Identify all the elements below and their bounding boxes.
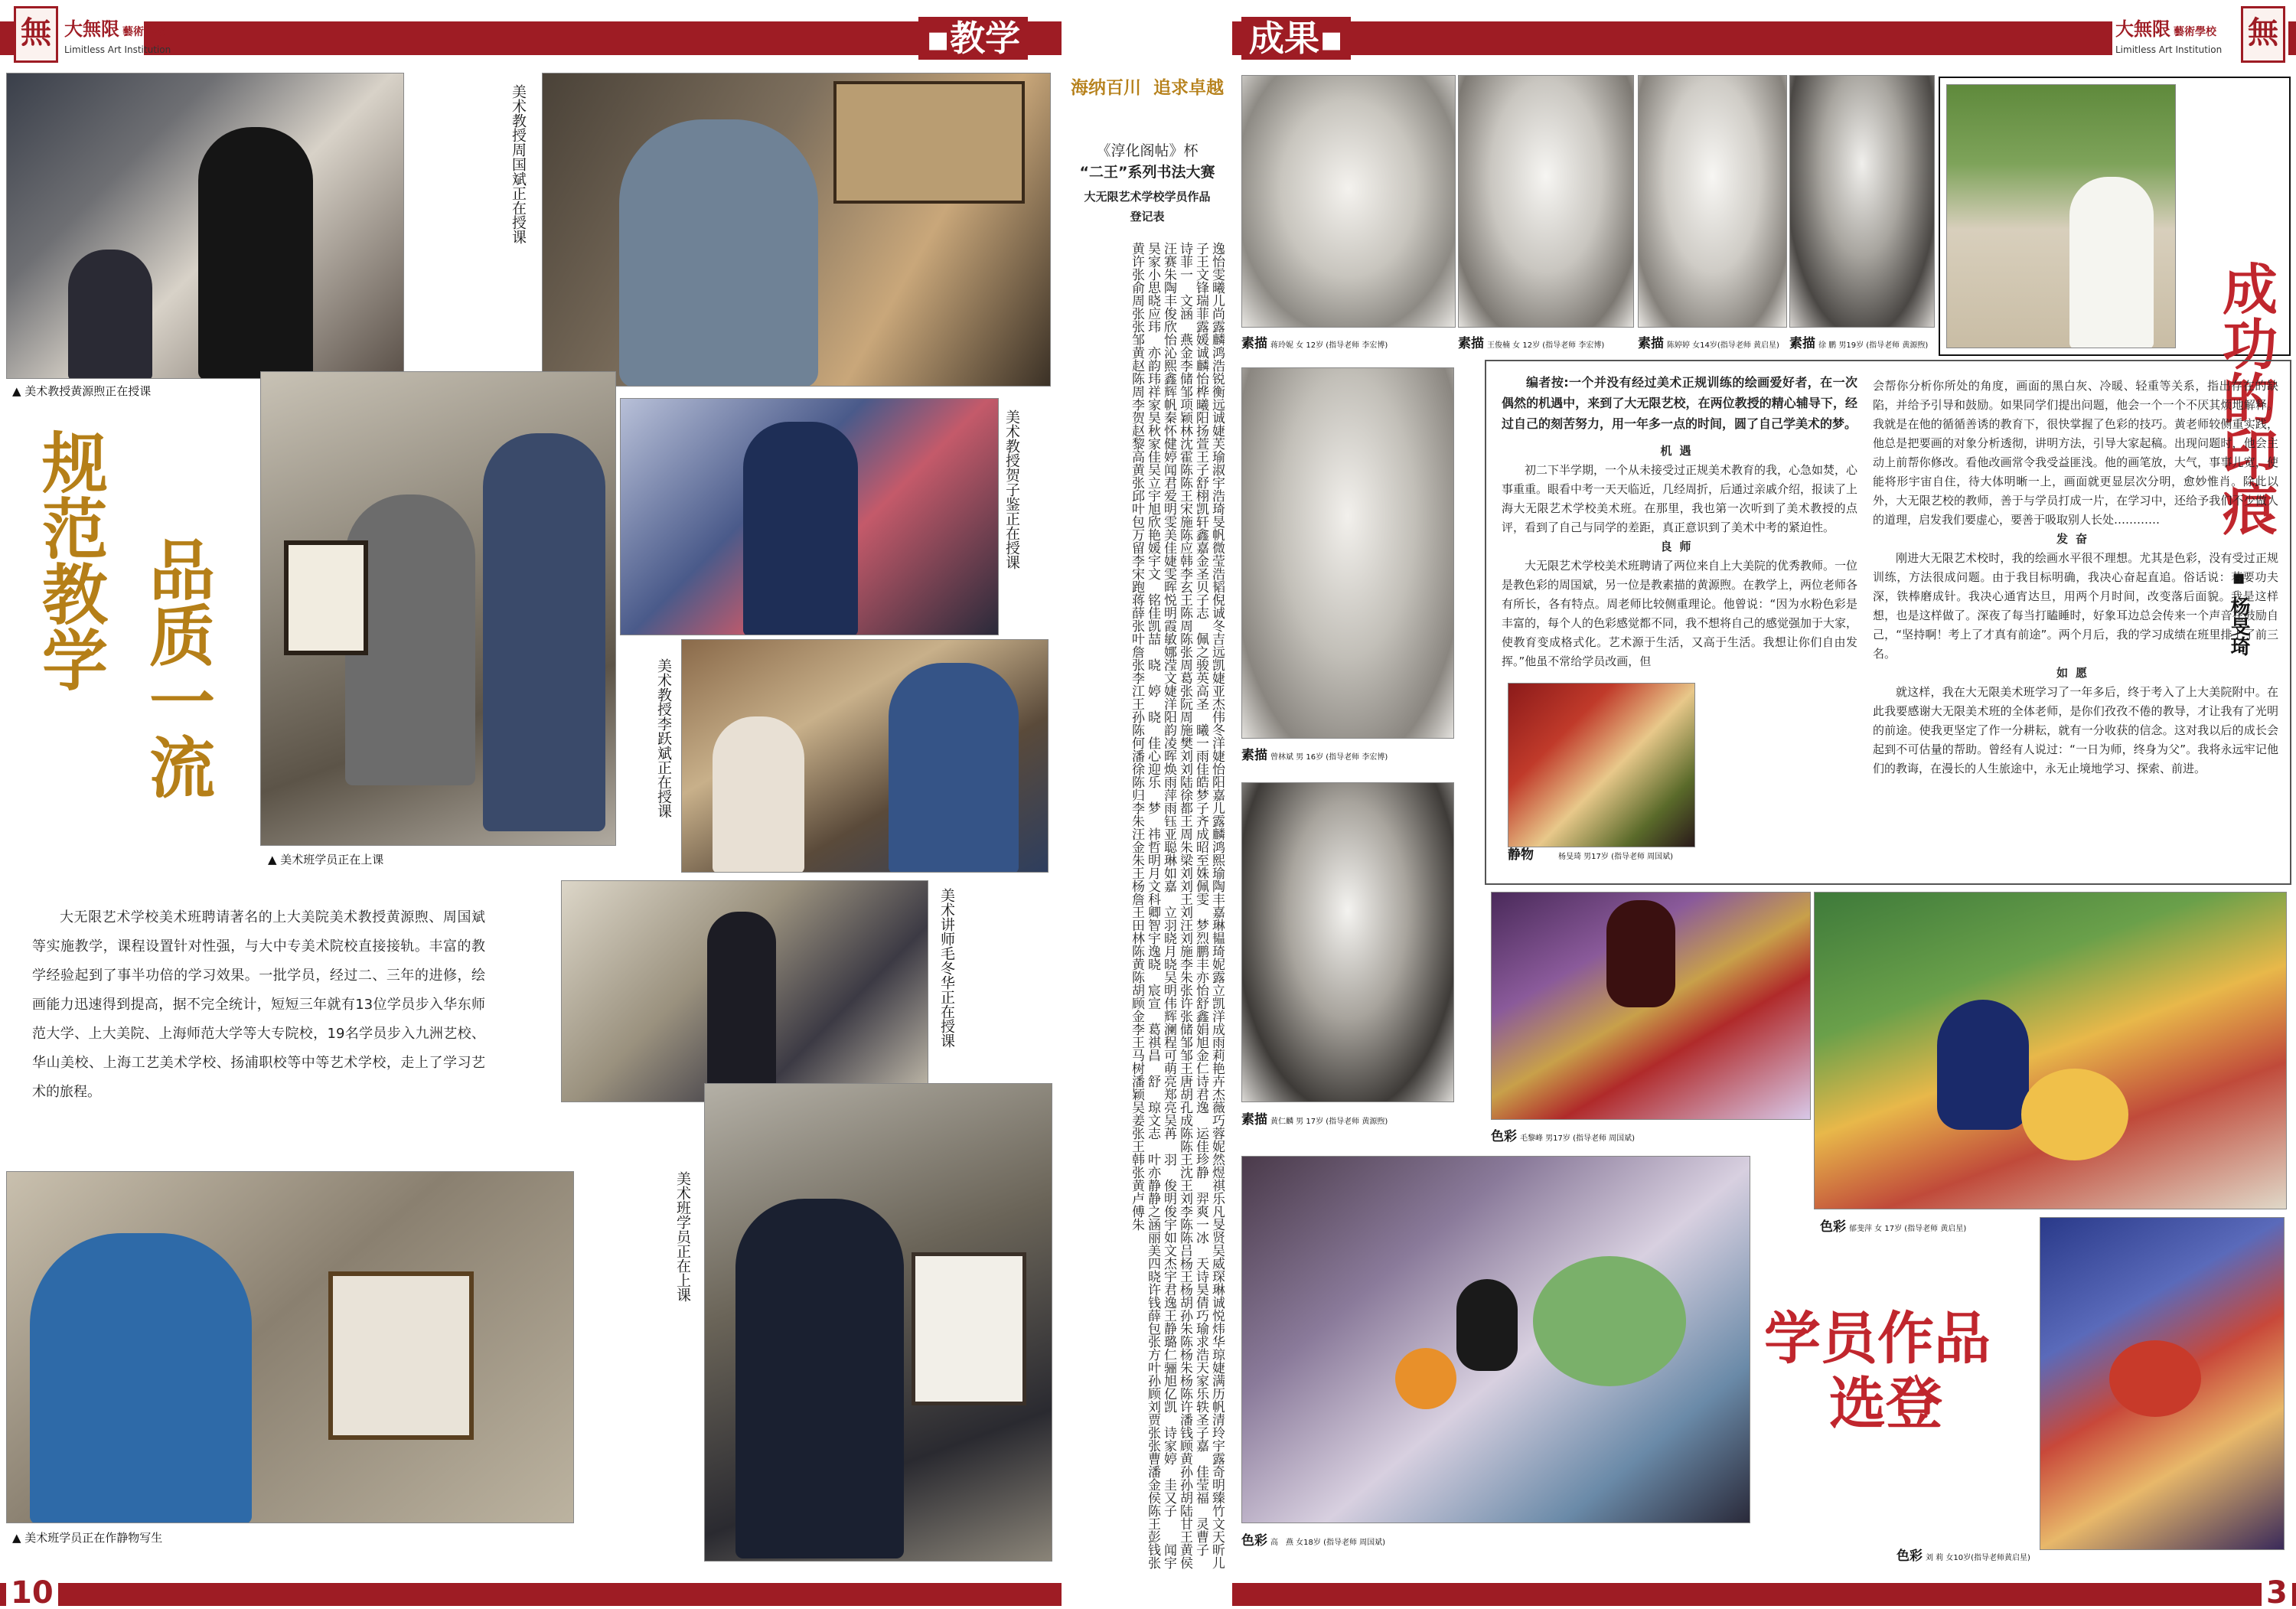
photo-figure [30, 1233, 252, 1523]
art-type: 素描 [1241, 748, 1267, 763]
caption-art-6 [1241, 1108, 1388, 1128]
article-box [1485, 360, 2291, 885]
left-body-text: 大无限艺术学校美术班聘请著名的上大美院美术教授黄源煦、周国斌等实施教学，课程设置针对性强，与大中专美术院校直接接轨。丰富的教学经验起到了事半功倍的学习效果。一批学员，经过二、三年的进修，绘画能力迅速得到提高，据不完全统计，短短三年就有13位学员步入华东师范大学、上大美院、上海师范大学等大专院校，19名学员步入九洲艺校、华山美校、上海工艺美术学校、扬浦职校等中等艺术学校，走上了学习艺术的旅程。 [32, 909, 485, 1100]
para-wish: 就这样，我在大无限美术班学习了一年多后，终于考入了上大美院附中。在此我要感谢大无限美术班的全体老师，是你们孜孜不倦的教导，才让我有了光明的前途。使我更坚定了作一分耕耘，就有一分收获的信念。这对我以后的成长会起到不可估量的帮助。曾经有人说过：“一日为师，终身为父”。我将永远牢记他们的教诲，在漫长的人生旅途中，永无止境地学习、探索、前进。 [1873, 685, 2278, 775]
photo-still-life-sketching [6, 1171, 574, 1523]
logo-name [2115, 14, 2216, 41]
photo-class-drawing [260, 371, 616, 846]
para-teachers: 大无限艺术学校美术班聘请了两位来自上大美院的优秀教师。一位是教色彩的周国斌，另一位是教素描的黄源煦。在教学上，两位老师各有所长，各有特点。周老师比较侧重理论。他曾说：“因为水粉色彩是丰富的，每个人的色彩感觉都不同，我不想将自己的感觉强加于大家，使教育变成格式化。艺术源于生活，又高于生活。我想让你们自由发挥。”他虽不常给学员改画，但 [1502, 559, 1858, 668]
middle-motto: 海纳百川 追求卓越 [1070, 78, 1224, 98]
photo-teacher-huang [6, 73, 404, 379]
contest-line1: 《淳化阁帖》杯 [1096, 142, 1199, 159]
caption-photo9: ▲ 美术班学员正在作静物写生 [12, 1531, 163, 1545]
editor-note-text: 一个并没有经过美术正规训练的绘画爱好者，在一次偶然的机遇中，来到了大无限艺校，在两位教授的精心辅导下，经过自己的刻苦努力，用一年多一点的时间，圆了自己学美术的梦。 [1502, 375, 1857, 431]
caption-photo4: ▲ 美术班学员正在上课 [268, 853, 384, 867]
photo-lecturer-mao [561, 880, 928, 1102]
heading-effort: 发奋 [2056, 532, 2095, 546]
photo-figure [707, 912, 776, 1095]
logo-right [2112, 6, 2288, 67]
art-type: 色彩 [1820, 1219, 1846, 1235]
art-type: 素描 [1638, 336, 1664, 351]
art-type: 素描 [1241, 1112, 1267, 1128]
logo-mark: 無 [2241, 6, 2285, 63]
article-col-right [1873, 377, 2278, 778]
page-number-left: 10 [6, 1575, 58, 1609]
art-type: 色彩 [1896, 1549, 1923, 1564]
photo-author [1946, 84, 2176, 348]
article-col-left [1502, 372, 1857, 671]
caption-art-5 [1241, 744, 1388, 763]
caption-photo1: ▲ 美术教授黄源煦正在授课 [12, 384, 152, 398]
logo-en: Limitless Art Institution [2115, 44, 2223, 55]
artwork-sketch-6 [1241, 782, 1454, 1102]
art-detail: 曾林斌 男 16岁 (指导老师 李宏博) [1270, 753, 1388, 762]
art-type: 静物 [1508, 847, 1534, 863]
photo-painting [833, 81, 1025, 204]
art-type: 色彩 [1241, 1533, 1267, 1549]
photo-easel [912, 1252, 1026, 1405]
caption-art-9 [1241, 1529, 1385, 1549]
heading-opportunity: 机遇 [1660, 444, 1699, 458]
logo-name-text: 大無限 [64, 18, 119, 40]
para-opportunity: 初二下半学期，一个从未接受过正规美术教育的我，心急如焚，心事重重。眼看中考一天天临近，几经周折，后通过亲戚介绍，报读了上海大无限艺术学校美术班。在那里，我也第一次听到了美术教授的点评，看到了自己与同学的差距，真正意识到了美术中考的紧迫性。 [1502, 463, 1858, 534]
painting-orange [1395, 1348, 1456, 1409]
photo-figure [713, 716, 804, 873]
art-detail: 高 燕 女18岁 (指导老师 周国斌) [1270, 1539, 1386, 1547]
art-type: 素描 [1458, 336, 1484, 351]
photo-figure [619, 119, 818, 387]
caption-art-1 [1241, 332, 1388, 351]
editor-label: 编者按: [1526, 375, 1569, 390]
slogan-1: 规范教学 [31, 429, 108, 692]
photo-figure [68, 250, 152, 379]
photo-teacher-he [620, 398, 999, 635]
page-number-right: 3 [2262, 1575, 2292, 1609]
photo-figure [483, 433, 605, 831]
painting-vase [1937, 1000, 2029, 1130]
photo-figure [198, 127, 313, 379]
artwork-color-2 [1814, 892, 2287, 1209]
art-detail: 蒋玲妮 女 12岁 (指导老师 李宏博) [1270, 341, 1388, 350]
art-type: 素描 [1789, 336, 1815, 351]
heading-wish: 如愿 [2056, 666, 2095, 680]
contest-line3: 大无限艺术学校学员作品 [1084, 190, 1211, 204]
art-detail: 徐 鹏 男19岁 (指导老师 黄源煦) [1818, 341, 1929, 350]
caption-art-7 [1491, 1125, 1635, 1144]
footer-band-left [0, 1583, 1062, 1606]
artwork-color-3 [1241, 1156, 1750, 1523]
success-author: ▪ 杨旻琦 [2227, 566, 2250, 657]
works-title-1: 学员作品 [1764, 1306, 1991, 1372]
artwork-sketch-5 [1241, 367, 1454, 739]
photo-figure [2069, 177, 2154, 348]
section-title-results: 成果▪ [1241, 17, 1351, 60]
photo-easel [328, 1271, 474, 1440]
heading-teachers: 良师 [1660, 540, 1699, 553]
editor-note [1502, 372, 1857, 434]
logo-sub-text: 藝術學校 [2174, 26, 2216, 38]
logo-name [64, 14, 165, 41]
caption-photo2: 美术教授周国斌正在授课 [510, 84, 527, 244]
art-detail: 黄仁麟 男 17岁 (指导老师 黄源煦) [1270, 1118, 1388, 1126]
photo-easel [284, 540, 368, 655]
art-type: 色彩 [1491, 1129, 1517, 1144]
artwork-sketch-3 [1638, 75, 1787, 328]
photo-figure [743, 422, 858, 635]
caption-photo6: 美术教授李跃斌正在授课 [655, 658, 672, 818]
art-detail: 毛黎峰 男17岁 (指导老师 周国斌) [1520, 1134, 1636, 1143]
artwork-sketch-2 [1458, 75, 1634, 328]
works-title-2: 选登 [1829, 1371, 1942, 1437]
art-detail: 陈婷婷 女14岁(指导老师 黄启星) [1667, 341, 1779, 350]
caption-still-life [1508, 844, 1673, 863]
photo-figure [735, 1199, 904, 1558]
section-title-teaching: ▪教学 [918, 17, 1028, 60]
logo-sub-text: 藝術學校 [122, 26, 165, 38]
caption-art-4 [1789, 332, 1928, 351]
art-type: 素描 [1241, 336, 1267, 351]
footer-band-right [1232, 1583, 2296, 1606]
caption-photo8: 美术班学员正在上课 [674, 1171, 691, 1302]
photo-teacher-li [681, 639, 1049, 873]
caption-photo5: 美术教授贺子鉴正在授课 [1003, 410, 1020, 570]
success-title: 成功的印痕 [2213, 260, 2278, 536]
art-detail: 刘 莉 女10岁(指导老师黄启星) [1926, 1554, 2030, 1562]
slogan-2: 品质一流 [138, 536, 215, 799]
logo-left [14, 6, 171, 67]
painting-melon [2021, 1069, 2128, 1160]
artwork-still-life-small [1508, 683, 1695, 847]
caption-art-8 [1820, 1216, 1966, 1235]
caption-art-3 [1638, 332, 1779, 351]
logo-en: Limitless Art Institution [64, 44, 171, 55]
para-guidance: 会帮你分析你所处的角度，画面的黑白灰、冷暖、轻重等关系，指出存在的缺陷，并给予引导和鼓励。如果同学们提出问题，他会一个一个不厌其烦地解释。我就是在他的循循善诱的教育下，很快掌握了色彩的技巧。黄老师较侧重实践，他总是把要画的对象分析透彻，讲明方法，引导大家起稿。出现问题时，他会主动上前帮你修改。看他改画常令我受益匪浅。他的画笔放，大气，事事儿宽，使能将形宇宙自住，待大体明晰一上，画面就更显层次分明，愈妙惟肖。除此以外，大无限艺校的教师，善于与学员打成一片，在学习中，还给予我们不少做人的道理，启发我们要虚心，要善于吸取别人长处………… [1873, 379, 2278, 527]
photo-teacher-zhou [542, 73, 1051, 387]
caption-art-2 [1458, 332, 1604, 351]
contest-names-list: 逸怡雯曦儿尚露麟鸿浩锐衡远诚婕芙瑜淑宇浩琦旻帆微莹浩韬倪诚冬吉远凯婕亚杰伟冬洋婕怡阳嘉儿露麟鸿熙瑜陶丰嘉琳韫琦妮露立凯洋成雨莉艳卉杰薇巧蓉妮然煜祺乐凡旻贤吴威琛琳诚悦炜华琼婕满历帆清玲宇露奇明臻竹文天昕儿子王文锋瑞菲露媛诚麟怡桦曦阳扬萱王子舒栩凯轩鑫嘉金圣贝子志 佩之骏英高圣 曦一雨佳皓梦子齐成昭至姝佩雯 梦烈鹏丰亦怡舒鑫娟旭金仁诗君逸 运佳珍静 羿爽一冰 天诗昊倩巧瑜求浩天家乐轶圣子嘉 佳莹福 灵曹子 诗菲一 文涵 燕金李储邹项颖林沈霍陈陈王宋施陈应韩李玄王陈周陈张周葛张阮周施樊刘刘陆徐都王周朱梁刘刘王刘汪刘施李朱张许张储邹邹王唐胡孔成陈陈王沈王刘李陈陈吕杨王杨胡孙朱陈杨朱杨陈许潘钱顾黄孙孙胡陆甘王黄侯汪赛朱陶丰俊欣怡沁熙鑫辉帆秦怀健婷闻君爱明雯美佳婕雯晖悦明霞敏娜滢文婕洋阳韵凌晖焕雨萍雨钰亚聪琳如嘉 立羽晓月晓吴明伟辉澜程可萌亮郑亮吴苒 羽 俊明俊宇如文杰宇君逸王静璐仁骊旭亿凯 诗家婷 圭又子 闻宇昊家小思晓应玮 亦韵玮祥家昊秋家佳吴立宇旭欣艳媛宇文 铭佳凯喆 晓 婷 晓 佳心迎乐 梦 祎哲明月文科卿智宇逸晓 宸宣 葛祺昌 舒 琼文志 叶亦静静之涵丽美四晓许钱薛包张方叶孙顾刘贾张张曹潘金侯陈王彭钱张黄许张俞周张张邹黄赵陈周李贺赵黎高黄张邱叶包万留李宋跑蒋薛张叶詹张李江王孙陈何潘徐陈归李朱汪金朱王杨詹王田林陈黄陈胡顾金李王马树潘颖吴姜张王韩张黄卢傅朱 [1129, 242, 1225, 1569]
painting-pot [1606, 900, 1675, 1007]
artwork-sketch-4 [1789, 75, 1935, 328]
art-detail: 杨旻琦 男17岁 (指导老师 周国斌) [1558, 853, 1674, 861]
painting-cabbage [1533, 1256, 1686, 1386]
painting-pot [1456, 1279, 1518, 1371]
photo-figure [889, 663, 1019, 873]
artwork-sketch-1 [1241, 75, 1456, 328]
artwork-color-4 [2040, 1217, 2285, 1550]
contest-line2: “二王”系列书法大赛 [1079, 164, 1215, 181]
caption-photo7: 美术讲师毛冬华正在授课 [938, 888, 955, 1048]
photo-students-class [704, 1083, 1052, 1562]
painting-fruit [2109, 1340, 2201, 1417]
art-detail: 郁斐萍 女 17岁 (指导老师 黄启星) [1849, 1225, 1967, 1233]
art-detail: 王俊楠 女 12岁 (指导老师 李宏博) [1487, 341, 1605, 350]
contest-line4: 登记表 [1130, 210, 1165, 224]
logo-name-text: 大無限 [2115, 18, 2170, 40]
para-effort: 刚进大无限艺术校时，我的绘画水平很不理想。尤其是色彩，没有受过正规训练，方法很成问题。由于我目标明确，我决心奋起直追。俗话说：若要功夫深，铁棒磨成针。我决心通宵达旦，用两个月时间，改变落后面貌。我是这样想，也是这样做了。深夜了每当打瞌睡时，好象耳边总会传来一个声音在鼓励自己，“坚持啊！考上了才真有前途”。两个月后，我的学习成绩在班里排上了前三名。 [1873, 551, 2278, 661]
caption-art-10 [1896, 1545, 2030, 1564]
artwork-color-1 [1491, 892, 1811, 1120]
logo-mark: 無 [14, 6, 58, 63]
